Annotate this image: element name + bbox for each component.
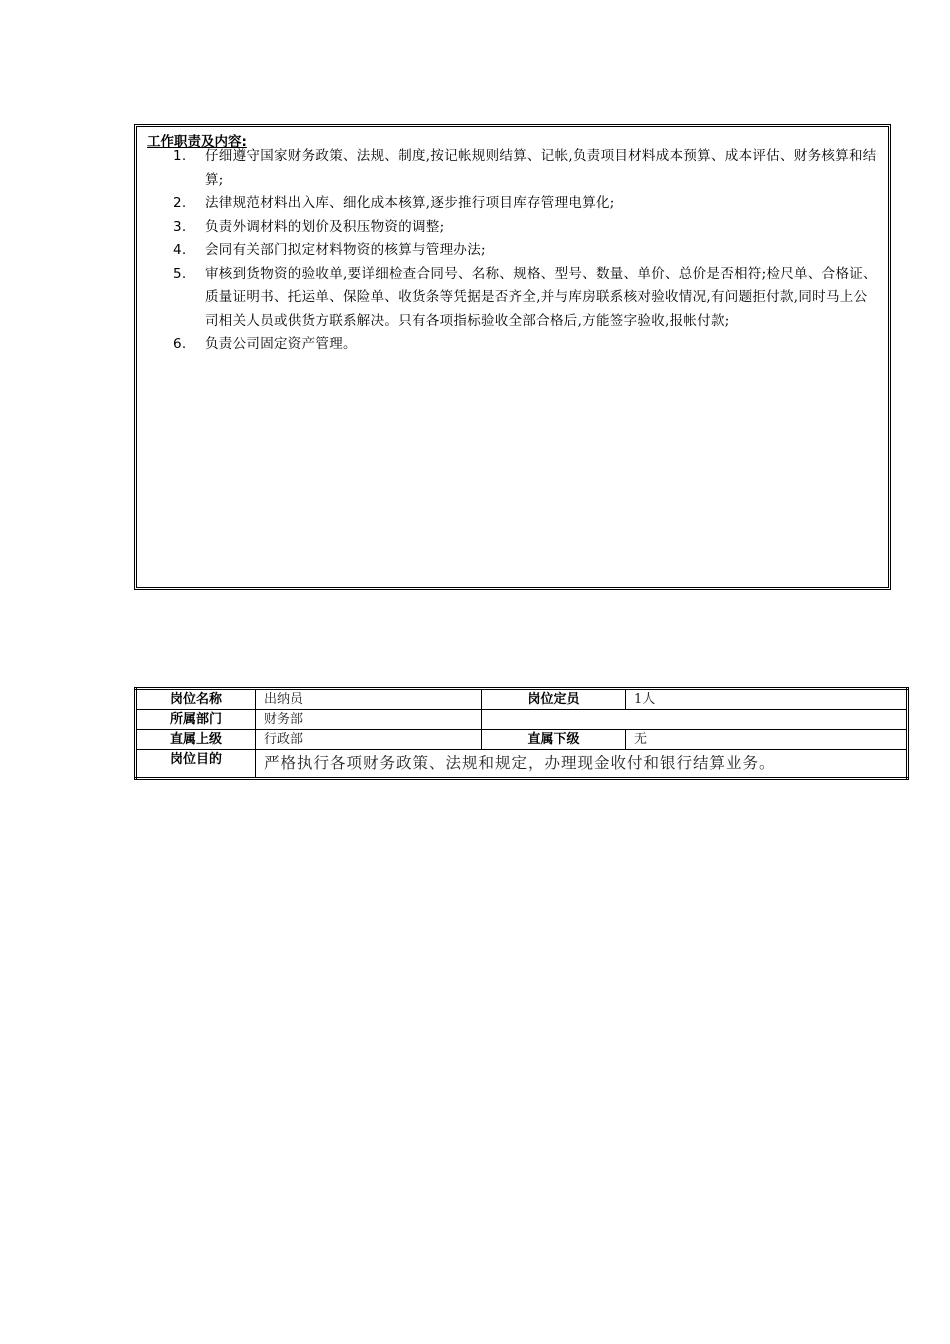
list-item-text: 负责公司固定资产管理。 xyxy=(205,336,357,352)
list-item-number: 4. xyxy=(173,242,187,258)
list-item xyxy=(137,239,877,263)
position-quota-value: 1人 xyxy=(626,689,908,710)
list-item-number: 6. xyxy=(173,336,187,352)
list-item-number: 1. xyxy=(173,148,187,164)
purpose-label: 岗位目的 xyxy=(136,750,256,779)
duty-list xyxy=(137,145,877,357)
position-info-table xyxy=(134,687,909,780)
department-label: 所属部门 xyxy=(136,710,256,730)
list-item-number: 2. xyxy=(173,195,187,211)
position-name-value: 出纳员 xyxy=(256,689,482,710)
list-item-text: 法律规范材料出入库、细化成本核算,逐步推行项目库存管理电算化; xyxy=(205,195,615,211)
list-item-text: 仔细遵守国家财务政策、法规、制度,按记帐规则结算、记帐,负责项目材料成本预算、成本评估、财务核算和结算; xyxy=(205,148,877,188)
list-item-text: 会同有关部门拟定材料物资的核算与管理办法; xyxy=(205,242,486,258)
superior-value: 行政部 xyxy=(256,730,482,750)
position-quota-label: 岗位定员 xyxy=(482,689,626,710)
list-item xyxy=(137,263,877,334)
table-row xyxy=(136,750,908,779)
list-item-text: 负责外调材料的划价及积压物资的调整; xyxy=(205,218,445,235)
position-name-label: 岗位名称 xyxy=(136,689,256,710)
table-row xyxy=(136,710,908,730)
list-item xyxy=(137,216,877,240)
subordinate-label: 直属下级 xyxy=(482,730,626,750)
purpose-value: 严格执行各项财务政策、法规和规定，办理现金收付和银行结算业务。 xyxy=(256,750,908,779)
list-item-number: 3. xyxy=(173,218,187,235)
superior-label: 直属上级 xyxy=(136,730,256,750)
duties-box xyxy=(134,124,891,590)
department-value: 财务部 xyxy=(256,710,482,730)
duties-title: 工作职责及内容: xyxy=(147,134,247,150)
list-item-text: 审核到货物资的验收单,要详细检查合同号、名称、规格、型号、数量、单价、总价是否相符;检尺单、合格证、质量证明书、托运单、保险单、收货条等凭据是否齐全,并与库房联系核对验收情况,有问题拒付款,同时马上公司相关人员或供货方联系解决。只有各项指标验收全部合格后,方能签字验收,报帐付款; xyxy=(205,265,877,329)
list-item xyxy=(137,145,877,192)
subordinate-value: 无 xyxy=(626,730,908,750)
table-row xyxy=(136,689,908,710)
list-item xyxy=(137,333,877,357)
table-row xyxy=(136,730,908,750)
list-item-number: 5. xyxy=(173,265,187,282)
empty-cell xyxy=(482,710,908,730)
list-item xyxy=(137,192,877,216)
